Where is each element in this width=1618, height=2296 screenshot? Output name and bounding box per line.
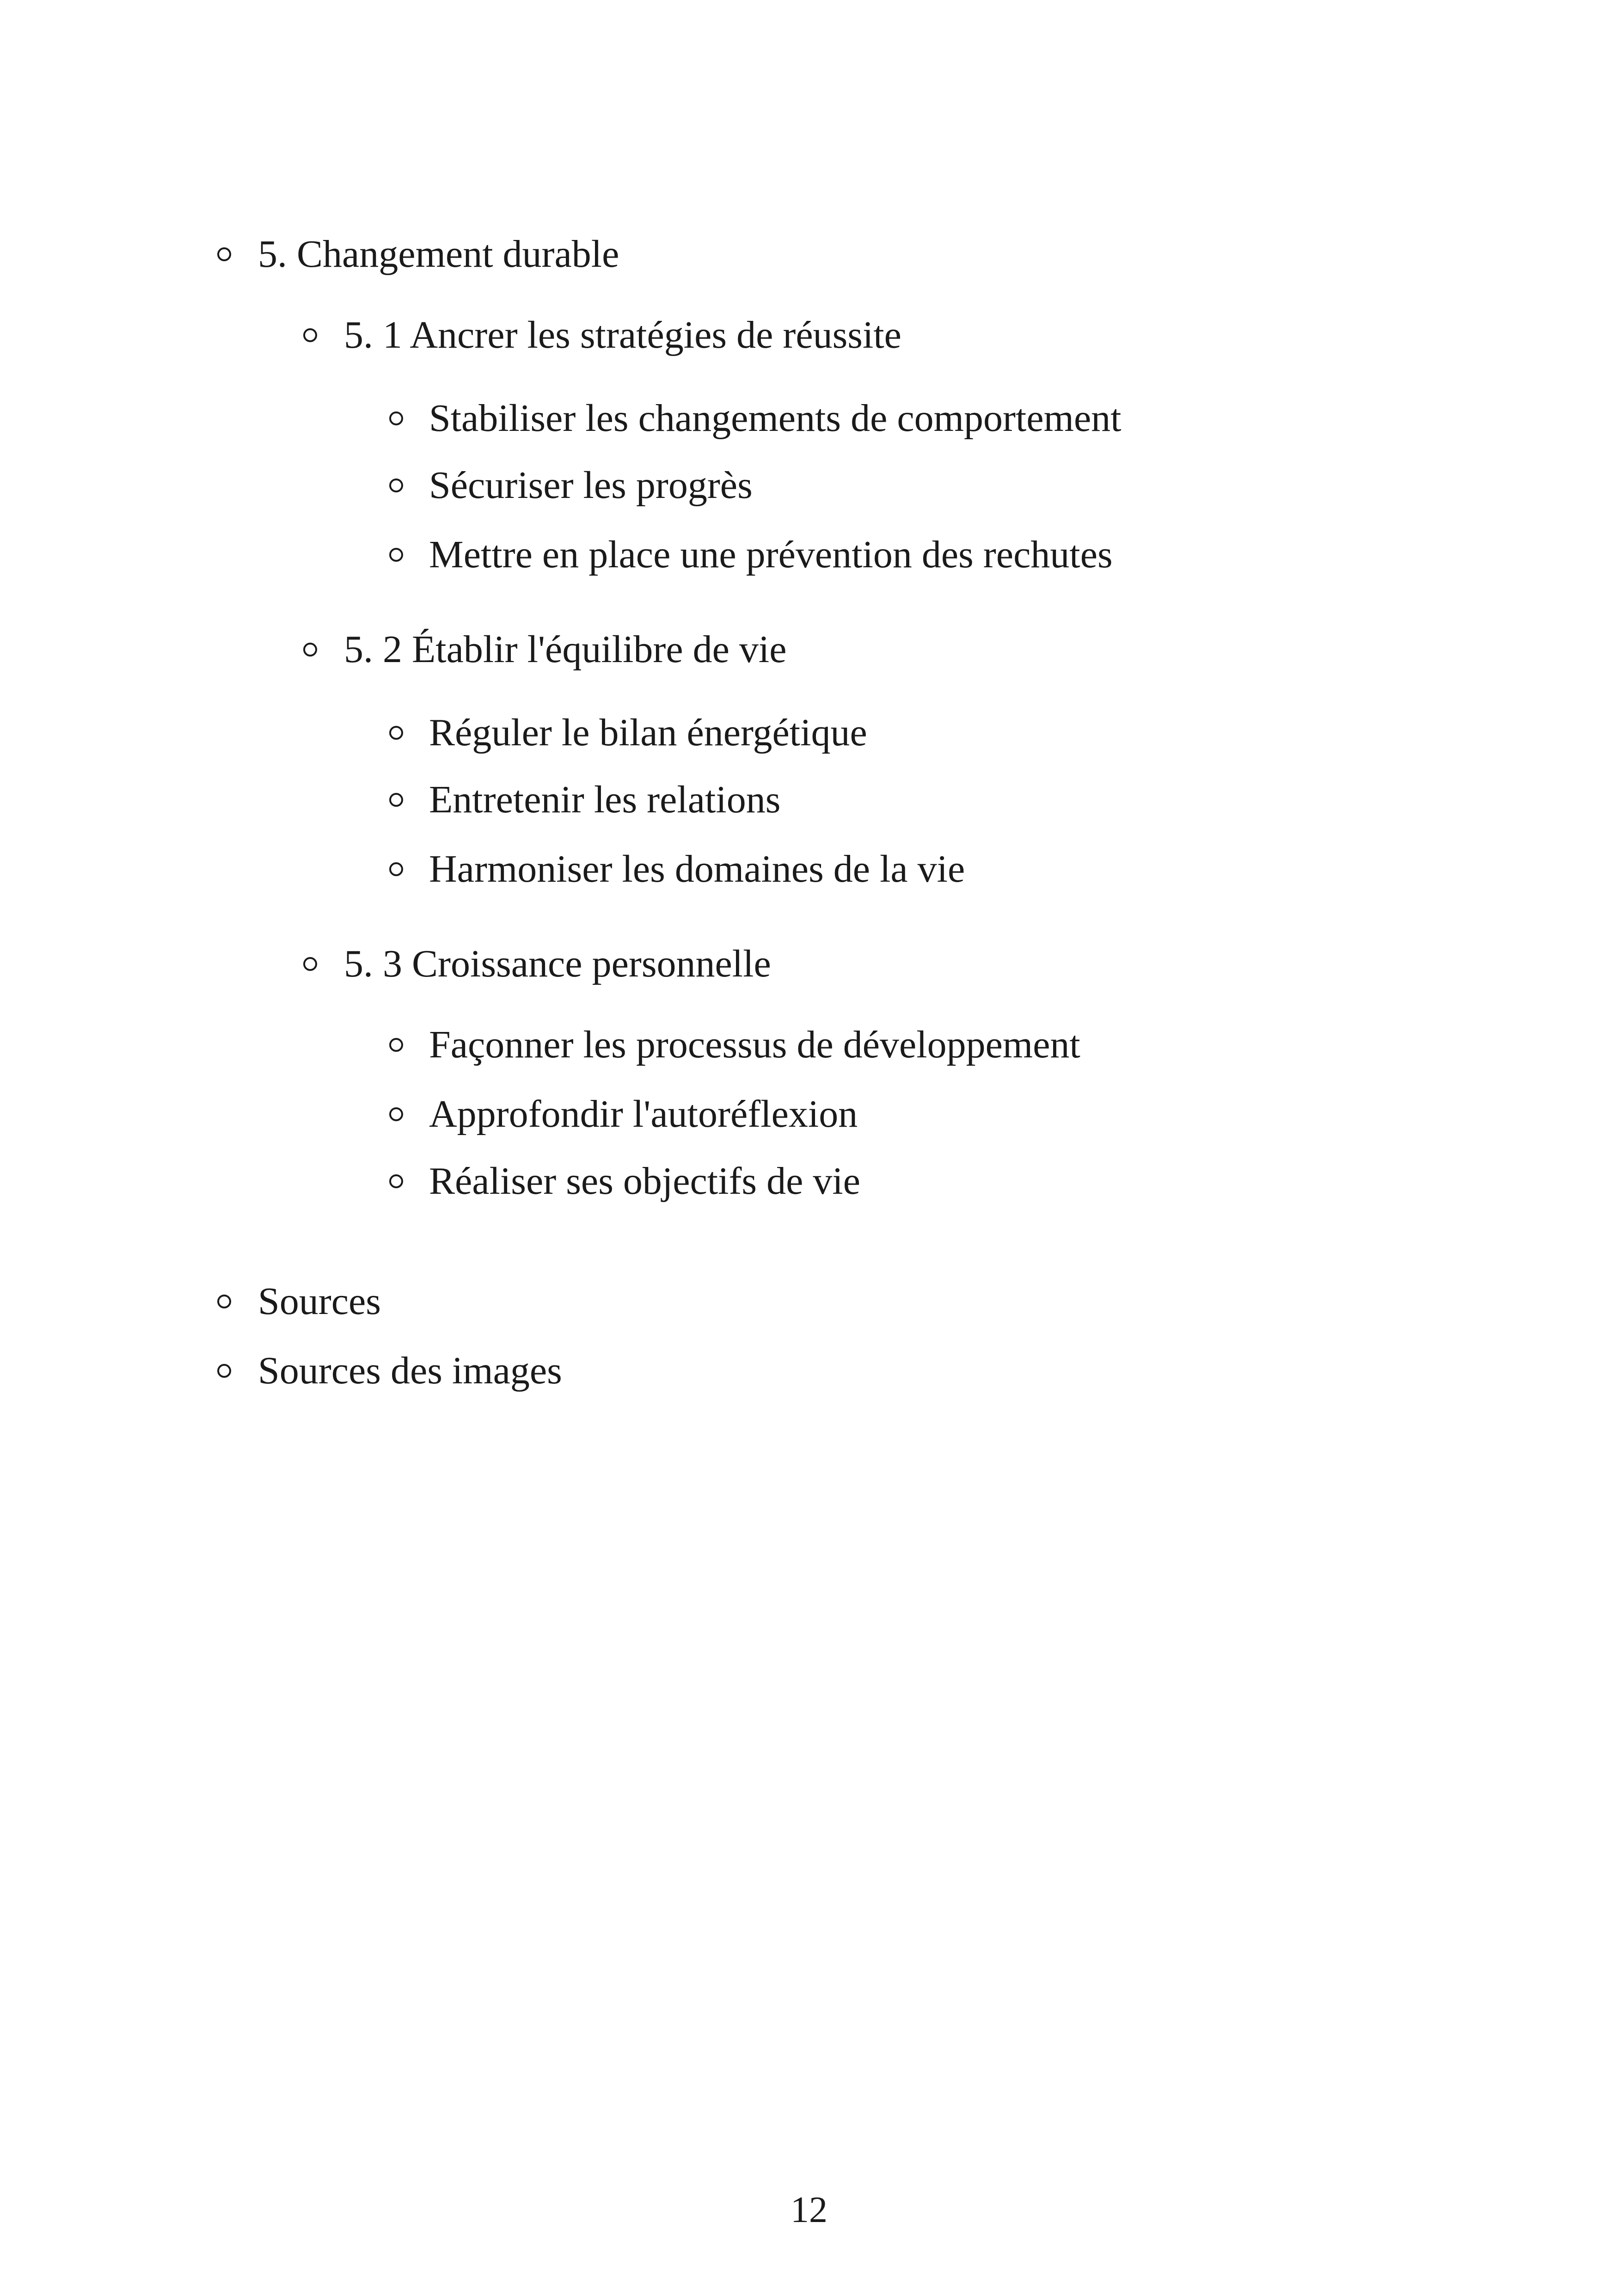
toc-item-label: Réguler le bilan énergétique <box>429 711 867 754</box>
toc-item-label: Sécuriser les progrès <box>429 464 753 507</box>
hollow-circle-bullet-icon <box>389 793 403 807</box>
hollow-circle-bullet-icon <box>389 1174 403 1188</box>
hollow-circle-bullet-icon <box>217 1295 231 1308</box>
toc-item[interactable] <box>389 841 965 897</box>
toc-item[interactable] <box>389 705 867 761</box>
hollow-circle-bullet-icon <box>303 328 317 342</box>
toc-item-section-5-2[interactable] <box>303 622 787 677</box>
hollow-circle-bullet-icon <box>389 1107 403 1121</box>
toc-item-label: Sources <box>258 1280 381 1323</box>
toc-item-label: 5. 1 Ancrer les stratégies de réussite <box>344 313 901 356</box>
hollow-circle-bullet-icon <box>217 247 231 261</box>
toc-item-label: 5. 2 Établir l'équilibre de vie <box>344 628 787 671</box>
toc-item-label: Entretenir les relations <box>429 778 781 821</box>
toc-item-sources[interactable] <box>217 1274 381 1329</box>
page-number: 12 <box>791 2190 827 2230</box>
hollow-circle-bullet-icon <box>389 411 403 425</box>
toc-item[interactable] <box>389 1017 1080 1073</box>
toc-item-section-5[interactable] <box>217 227 619 282</box>
toc-item-label: Sources des images <box>258 1349 562 1392</box>
toc-item-section-5-3[interactable] <box>303 936 771 992</box>
hollow-circle-bullet-icon <box>217 1364 231 1378</box>
toc-item[interactable] <box>389 391 1122 446</box>
hollow-circle-bullet-icon <box>389 1038 403 1052</box>
toc-item[interactable] <box>389 1154 860 1209</box>
toc-item-label: Réaliser ses objectifs de vie <box>429 1160 861 1203</box>
toc-item[interactable] <box>389 458 753 513</box>
toc-item[interactable] <box>389 527 1113 583</box>
hollow-circle-bullet-icon <box>389 479 403 492</box>
toc-item-label: Mettre en place une prévention des rechutes <box>429 533 1113 576</box>
toc-item-label: 5. Changement durable <box>258 233 619 276</box>
hollow-circle-bullet-icon <box>303 957 317 971</box>
hollow-circle-bullet-icon <box>303 643 317 657</box>
toc-item-image-sources[interactable] <box>217 1343 562 1399</box>
toc-item-label: Approfondir l'autoréflexion <box>429 1093 858 1136</box>
hollow-circle-bullet-icon <box>389 862 403 876</box>
hollow-circle-bullet-icon <box>389 726 403 740</box>
hollow-circle-bullet-icon <box>389 548 403 562</box>
toc-item-label: Harmoniser les domaines de la vie <box>429 847 965 890</box>
toc-item[interactable] <box>389 772 780 828</box>
toc-item[interactable] <box>389 1087 858 1142</box>
toc-item-label: 5. 3 Croissance personnelle <box>344 942 771 985</box>
toc-item-section-5-1[interactable] <box>303 307 901 363</box>
toc-item-label: Façonner les processus de développement <box>429 1023 1080 1066</box>
toc-item-label: Stabiliser les changements de comportement <box>429 397 1122 440</box>
